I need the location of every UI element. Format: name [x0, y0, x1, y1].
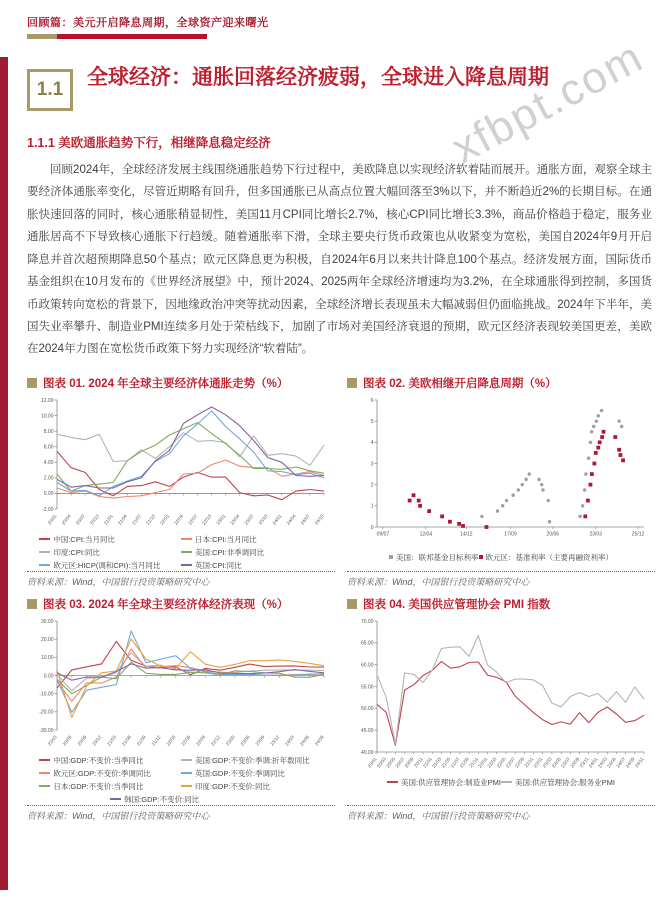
chart-bullet-icon [27, 599, 37, 609]
legend-label: 美国:CPI:非季调同比 [195, 547, 265, 557]
svg-text:23/05: 23/05 [550, 756, 562, 769]
svg-text:20/09: 20/09 [76, 734, 88, 747]
svg-text:6: 6 [370, 397, 374, 404]
svg-text:24/11: 24/11 [633, 756, 645, 769]
svg-text:20/06: 20/06 [546, 531, 560, 538]
legend-marker-icon [39, 759, 50, 761]
chart-legend [347, 552, 655, 563]
legend-label: 美国：联邦基金目标利率 [396, 552, 479, 562]
svg-text:24/05: 24/05 [606, 756, 618, 769]
svg-text:60.00: 60.00 [360, 662, 374, 669]
svg-text:2: 2 [370, 482, 374, 489]
legend-label: 欧元区:GDP:不变价:季调同比 [53, 768, 151, 778]
svg-text:22/05: 22/05 [495, 756, 507, 769]
svg-text:23/10: 23/10 [257, 513, 269, 526]
chart-title-row [347, 375, 655, 391]
svg-text:0.00: 0.00 [43, 673, 54, 680]
svg-text:3: 3 [370, 461, 374, 468]
svg-text:24/03: 24/03 [284, 734, 296, 747]
legend-label: 日本:CPI:当月同比 [195, 534, 257, 544]
svg-text:23/07: 23/07 [243, 513, 255, 526]
svg-text:20/10: 20/10 [88, 513, 100, 526]
svg-text:24/09: 24/09 [313, 734, 325, 747]
svg-text:22/10: 22/10 [201, 513, 213, 526]
svg-text:23/01: 23/01 [215, 513, 227, 526]
legend-marker-icon [39, 551, 50, 553]
legend-label: 韩国:GDP:不变价:同比 [124, 794, 200, 804]
svg-text:20/09: 20/09 [403, 756, 415, 769]
watermark: xfbpt.com [444, 31, 652, 174]
svg-text:22/12: 22/12 [209, 734, 221, 747]
legend-label: 中国:CPI:当月同比 [53, 534, 115, 544]
svg-text:14/12: 14/12 [460, 531, 473, 538]
legend-item [501, 777, 615, 788]
svg-text:21/01: 21/01 [422, 756, 434, 769]
legend-marker-icon [110, 798, 121, 800]
svg-text:24/10: 24/10 [313, 513, 325, 526]
legend-label: 欧元区：基准利率（主要再融资利率） [485, 552, 613, 562]
svg-text:20/01: 20/01 [366, 756, 378, 769]
legend-label: 美国:GDP:不变价:季调:折年数同比 [195, 755, 310, 765]
legend-marker-icon [39, 772, 50, 774]
svg-text:22/03: 22/03 [486, 756, 498, 769]
svg-text:5: 5 [370, 418, 374, 425]
svg-text:20/07: 20/07 [74, 513, 86, 526]
body-paragraph: 回顾2024年，全球经济发展主线围绕通胀趋势下行过程中，美欧降息以实现经济软着陆而展开。通胀方面，观察全球主要经济体通胀率变化，尽管近期略有回升，但多国通胀已从高点位置大幅回落至3%以下，并不断趋近2%的长期目标。在通胀快速回落的同时，核心通胀稍显韧性，美国11月CPI同比增长2.7%，核心CPI同比增长3.3%，商品价格趋于稳定，服务业通胀居高不下导致核心通胀下行趋缓。随着通胀率下滑，全球主要央行货币政策也从收紧变为宽松，美国自2024年9月开启降息并首次超预期降息50个基点；欧元区降息更为积极，自2024年6月以来共计降息100个基点。经济发展方面，国际货币基金组织在10月发布的《世界经济展望》中，预计2024、2025两年全球经济增速均为3.2%，在全球通胀得到控制，多国货币政策转向宽松的背景下，因地缘政治冲突等扰动因素，全球经济增长表现虽未大幅减弱但仍面临挑战。2024年下半年，美国失业率攀升、制造业PMI连续多月处于荣枯线下，加剧了市场对美国经济衰退的预期，欧元区经济表现较美国更差，美欧在2024年力图在宽松货币政策下努力实现经济“软着陆”。 [27, 164, 652, 356]
svg-text:23/03: 23/03 [589, 531, 603, 538]
svg-text:22/04: 22/04 [173, 513, 185, 526]
svg-text:21/04: 21/04 [117, 513, 129, 526]
legend-label: 中国:GDP:不变价:当季同比 [53, 755, 144, 765]
chart-canvas-pmi [347, 614, 649, 776]
svg-text:22/06: 22/06 [180, 734, 192, 747]
svg-text:20/05: 20/05 [385, 756, 397, 769]
legend-item [39, 781, 181, 792]
svg-text:24/01: 24/01 [587, 756, 599, 769]
svg-text:21/06: 21/06 [120, 734, 132, 747]
svg-text:20/06: 20/06 [61, 734, 73, 747]
svg-text:21/11: 21/11 [468, 756, 480, 769]
legend-item [39, 755, 181, 766]
svg-text:22/07: 22/07 [187, 513, 199, 526]
svg-text:23/04: 23/04 [229, 513, 241, 526]
svg-text:8.00: 8.00 [43, 428, 54, 435]
chart-card-gdp [27, 596, 335, 822]
chart-title-row [347, 596, 655, 612]
chart-legend [27, 755, 335, 805]
underline-red-segment [57, 34, 207, 39]
legend-item [39, 534, 181, 545]
svg-text:20/07: 20/07 [394, 756, 406, 769]
svg-text:22/01: 22/01 [477, 756, 489, 769]
legend-label: 欧元区:HICP(调和CPI):当月同比 [53, 560, 161, 570]
svg-text:21/03: 21/03 [431, 756, 443, 769]
legend-item [181, 768, 323, 779]
svg-text:22/09: 22/09 [514, 756, 526, 769]
svg-text:20/01: 20/01 [46, 513, 58, 526]
legend-item [110, 794, 252, 805]
svg-text:0: 0 [370, 524, 374, 531]
breadcrumb: 回顾篇：美元开启降息周期，全球资产迎来曙光 [27, 17, 269, 29]
svg-text:0.00: 0.00 [43, 491, 54, 498]
svg-text:20/04: 20/04 [60, 513, 72, 526]
legend-marker-icon [181, 759, 192, 761]
svg-text:17/09: 17/09 [504, 531, 517, 538]
svg-text:45.00: 45.00 [360, 727, 374, 734]
chart-title: 图表 01. 2024 年全球主要经济体通胀走势（%） [43, 377, 289, 390]
chart-bullet-icon [27, 378, 37, 388]
svg-text:23/03: 23/03 [224, 734, 236, 747]
svg-text:70.00: 70.00 [360, 618, 374, 625]
subsection-title: 1.1.1 美欧通胀趋势下行，相继降息稳定经济 [27, 136, 271, 150]
svg-text:21/09: 21/09 [458, 756, 470, 769]
legend-marker-icon [181, 772, 192, 774]
svg-text:20.00: 20.00 [40, 636, 54, 643]
source-note: 资料来源：Wind，中国银行投资策略研究中心 [27, 805, 335, 822]
legend-label: 英国:GDP:不变价:季调同比 [195, 768, 286, 778]
legend-item [39, 768, 181, 779]
svg-text:20/12: 20/12 [91, 734, 103, 747]
svg-text:20/03: 20/03 [46, 734, 58, 747]
svg-text:21/05: 21/05 [440, 756, 452, 769]
svg-text:4: 4 [370, 439, 374, 446]
svg-text:25/12: 25/12 [631, 531, 645, 538]
chart-card-inflation [27, 375, 335, 588]
svg-text:23/11: 23/11 [578, 756, 590, 769]
svg-text:4.00: 4.00 [43, 459, 54, 466]
svg-text:1: 1 [370, 503, 374, 510]
svg-text:30.00: 30.00 [40, 618, 54, 625]
legend-marker-icon [181, 538, 192, 540]
chart-canvas-inflation [27, 393, 329, 533]
legend-item [479, 552, 614, 563]
chart-bullet-icon [347, 599, 357, 609]
svg-text:22/07: 22/07 [504, 756, 516, 769]
breadcrumb-underline [27, 34, 207, 39]
svg-text:10.00: 10.00 [40, 413, 54, 420]
svg-text:24/04: 24/04 [285, 513, 297, 526]
legend-item [389, 552, 479, 563]
svg-text:22/09: 22/09 [195, 734, 207, 747]
chart-legend [347, 777, 655, 788]
svg-text:24/07: 24/07 [299, 513, 311, 526]
legend-marker-icon [39, 564, 50, 566]
svg-text:24/09: 24/09 [624, 756, 636, 769]
legend-marker-icon [389, 555, 393, 559]
svg-text:21/12: 21/12 [150, 734, 162, 747]
legend-marker-icon [39, 538, 50, 540]
legend-item [39, 547, 181, 558]
svg-text:2.00: 2.00 [43, 475, 54, 482]
legend-item [181, 781, 323, 792]
legend-marker-icon [479, 555, 483, 559]
legend-label: 美国:供应管理协会:服务业PMI [515, 777, 616, 787]
legend-label: 日本:GDP:不变价:当季同比 [53, 781, 144, 791]
chart-canvas-gdp [27, 614, 329, 754]
svg-text:24/01: 24/01 [271, 513, 283, 526]
svg-text:65.00: 65.00 [360, 640, 374, 647]
charts-grid [27, 375, 652, 822]
svg-text:23/12: 23/12 [269, 734, 281, 747]
svg-text:23/01: 23/01 [532, 756, 544, 769]
underline-gold-segment [27, 34, 57, 39]
chart-bullet-icon [347, 378, 357, 388]
svg-text:-30.00: -30.00 [39, 727, 54, 734]
legend-item [387, 777, 501, 788]
chart-card-pmi [347, 596, 655, 822]
svg-text:6.00: 6.00 [43, 444, 54, 451]
svg-text:20/03: 20/03 [375, 756, 387, 769]
chart-canvas-policy-rates [347, 393, 649, 551]
chart-legend [27, 534, 335, 571]
svg-text:24/07: 24/07 [615, 756, 627, 769]
legend-label: 印度:GDP:不变价:同比 [195, 781, 271, 791]
legend-item [181, 534, 323, 545]
source-note: 资料来源：Wind，中国银行投资策略研究中心 [347, 571, 655, 588]
svg-text:20/11: 20/11 [413, 756, 424, 769]
legend-item [39, 560, 181, 571]
legend-item [181, 547, 323, 558]
svg-text:21/03: 21/03 [106, 734, 118, 747]
svg-text:50.00: 50.00 [360, 705, 374, 712]
legend-label: 印度:CPI:同比 [53, 547, 100, 557]
legend-marker-icon [39, 785, 50, 787]
svg-text:23/09: 23/09 [254, 734, 266, 747]
svg-text:10.00: 10.00 [40, 654, 54, 661]
legend-label: 英国:CPI:同比 [195, 560, 242, 570]
svg-text:-2.00: -2.00 [42, 506, 54, 513]
section-title: 全球经济：通胀回落经济疲弱，全球进入降息周期 [87, 66, 549, 89]
svg-text:55.00: 55.00 [360, 684, 374, 691]
section-header [27, 63, 652, 111]
svg-text:24/03: 24/03 [596, 756, 608, 769]
legend-marker-icon [181, 785, 192, 787]
svg-text:21/09: 21/09 [135, 734, 147, 747]
chart-title: 图表 02. 美欧相继开启降息周期（%） [363, 377, 557, 390]
legend-marker-icon [501, 781, 512, 783]
svg-text:-10.00: -10.00 [39, 691, 54, 698]
svg-text:23/09: 23/09 [569, 756, 581, 769]
chart-title-row [27, 596, 335, 612]
legend-marker-icon [181, 564, 192, 566]
legend-marker-icon [387, 781, 398, 783]
svg-text:22/03: 22/03 [165, 734, 177, 747]
svg-text:22/01: 22/01 [159, 513, 171, 526]
chart-title: 图表 03. 2024 年全球主要经济体经济表现（%） [43, 598, 289, 611]
svg-text:21/07: 21/07 [449, 756, 461, 769]
chart-card-policy-rates [347, 375, 655, 588]
svg-text:09/07: 09/07 [376, 531, 390, 538]
svg-text:22/11: 22/11 [523, 756, 535, 769]
svg-text:21/10: 21/10 [145, 513, 157, 526]
legend-item [181, 560, 323, 571]
source-note: 资料来源：Wind，中国银行投资策略研究中心 [347, 805, 655, 822]
svg-text:23/06: 23/06 [239, 734, 251, 747]
svg-text:24/06: 24/06 [298, 734, 310, 747]
svg-text:23/03: 23/03 [541, 756, 553, 769]
chart-title-row [27, 375, 335, 391]
legend-item [181, 755, 323, 766]
chart-title: 图表 04. 美国供应管理协会 PMI 指数 [363, 598, 551, 611]
svg-text:40.00: 40.00 [360, 749, 374, 756]
legend-label: 美国:供应管理协会:制造业PMI [400, 777, 501, 787]
legend-marker-icon [181, 551, 192, 553]
svg-text:12/04: 12/04 [419, 531, 433, 538]
source-note: 资料来源：Wind，中国银行投资策略研究中心 [27, 571, 335, 588]
svg-text:21/01: 21/01 [102, 513, 114, 526]
section-number-badge: 1.1 [27, 69, 73, 111]
svg-text:12.00: 12.00 [40, 397, 54, 404]
svg-text:21/07: 21/07 [131, 513, 143, 526]
svg-text:23/07: 23/07 [560, 756, 572, 769]
svg-text:-20.00: -20.00 [39, 709, 54, 716]
